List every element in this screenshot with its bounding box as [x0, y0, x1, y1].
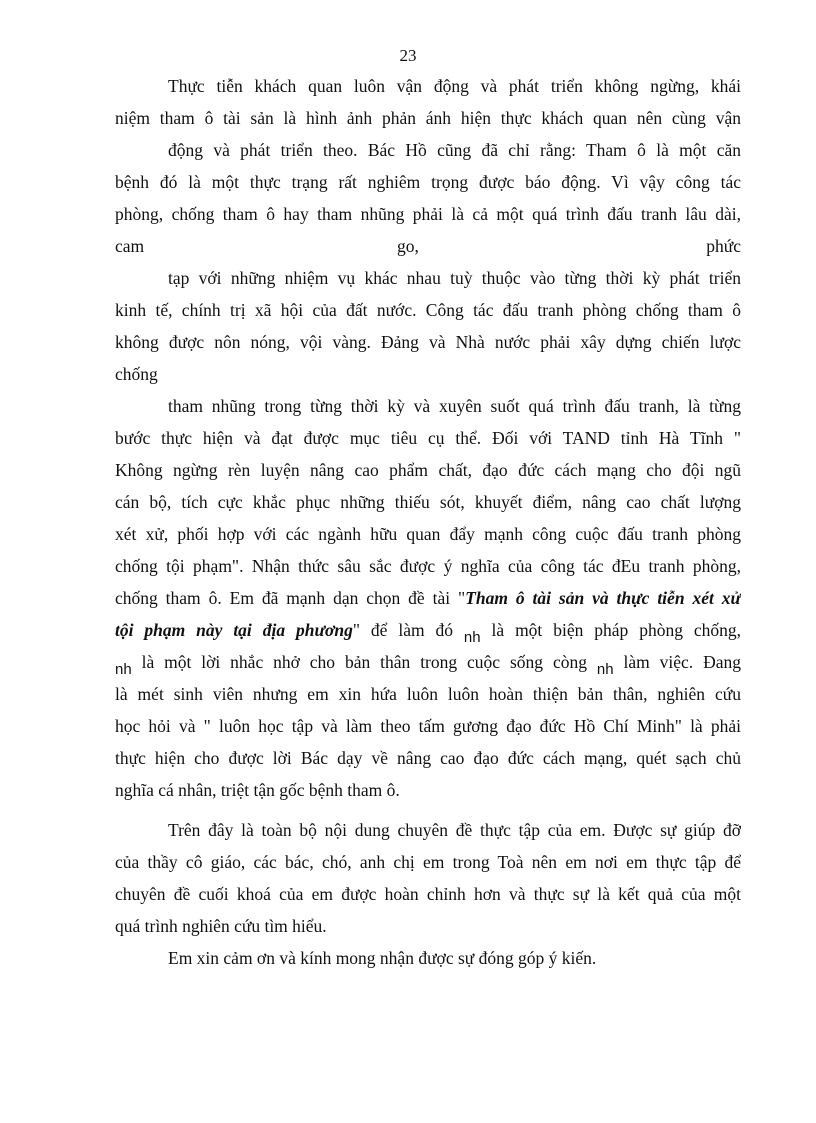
text-line: Không ngừng rèn luyện nâng cao phẩm chất, đạo đức cách mạng cho đội ngũ — [115, 460, 741, 480]
text-line: phòng, chống tham ô hay tham nhũng phải là cả một quá trình đấu tranh lâu dài, — [115, 204, 741, 224]
topic-title-part-1: Tham ô tài sản và thực tiễn xét xử — [465, 588, 741, 608]
text-span: chống tham ô. Em đã mạnh dạn chọn đề tài " — [115, 588, 466, 608]
text-span: nh — [596, 661, 614, 674]
word: cam — [115, 236, 145, 256]
text-span: làm việc. Đang — [613, 652, 741, 672]
text-line — [115, 618, 741, 642]
text-line: chống tội phạm". Nhận thức sâu sắc được ý nghĩa của công tác đEu tranh phòng, — [115, 556, 741, 576]
text-line: niệm tham ô tài sản là hình ảnh phản ánh hiện thực khách quan nên cùng vận — [115, 108, 741, 128]
text-line: chuyên đề cuối khoá của em được hoàn chỉnh hơn và thực sự là kết quả của một — [115, 884, 741, 904]
text-line: tham nhũng trong từng thời kỳ và xuyên suốt quá trình đấu tranh, là từng — [168, 396, 741, 416]
text-span: nh — [463, 629, 481, 642]
text-line: học hỏi và " luôn học tập và làm theo tấm gương đạo đức Hồ Chí Minh" là phải — [115, 716, 741, 736]
text-line: cán bộ, tích cực khắc phục những thiếu sót, khuyết điểm, nâng cao chất lượng — [115, 492, 741, 512]
text-line: của thầy cô giáo, các bác, chó, anh chị em trong Toà nên em nơi em thực tập để — [115, 852, 741, 872]
text-span: " để làm đó — [352, 620, 464, 640]
text-line: Thực tiễn khách quan luôn vận động và phát triển không ngừng, khái — [168, 76, 741, 96]
text-line: Em xin cảm ơn và kính mong nhận được sự đóng góp ý kiến. — [168, 948, 597, 968]
text-line: là mét sinh viên nhưng em xin hứa luôn luôn hoàn thiện bản thân, nghiên cứu — [115, 684, 741, 704]
text-span: là một biện pháp phòng chống, — [480, 620, 741, 640]
text-line: động và phát triển theo. Bác Hồ cũng đã chỉ rằng: Tham ô là một căn — [168, 140, 741, 160]
text-line: bước thực hiện và đạt được mục tiêu cụ thể. Đối với TAND tỉnh Hà Tĩnh " — [115, 428, 741, 448]
text-line — [115, 586, 741, 610]
text-line: quá trình nghiên cứu tìm hiểu. — [115, 916, 327, 936]
text-line: kinh tế, chính trị xã hội của đất nước. Công tác đấu tranh phòng chống tham ô — [115, 300, 741, 320]
word: go, — [397, 236, 419, 256]
text-line — [115, 650, 741, 674]
page-number: 23 — [399, 46, 417, 65]
text-line: xét xử, phối hợp với các ngành hữu quan đẩy mạnh công cuộc đấu tranh phòng — [115, 524, 741, 544]
text-line: nghĩa cá nhân, triệt tận gốc bệnh tham ô. — [115, 780, 400, 800]
text-line: tạp với những nhiệm vụ khác nhau tuỳ thuộc vào từng thời kỳ phát triển — [168, 268, 741, 288]
text-line: không được nôn nóng, vội vàng. Đảng và Nhà nước phải xây dựng chiến lược — [115, 332, 741, 352]
word: phức — [706, 236, 741, 256]
text-line: Trên đây là toàn bộ nội dung chuyên đề thực tập của em. Được sự giúp đỡ — [168, 820, 741, 840]
text-line: thực hiện cho được lời Bác dạy về nâng cao đạo đức cách mạng, quét sạch chủ — [115, 748, 741, 768]
topic-title-part-2: tội phạm này tại địa phương — [115, 620, 353, 640]
text-line: bệnh đó là một thực trạng rất nghiêm trọng được báo động. Vì vậy công tác — [115, 172, 741, 192]
text-span: là một lời nhắc nhở cho bản thân trong cuộc sống còng — [131, 652, 597, 672]
text-line: chống — [115, 364, 158, 384]
text-span: nh — [115, 661, 132, 674]
